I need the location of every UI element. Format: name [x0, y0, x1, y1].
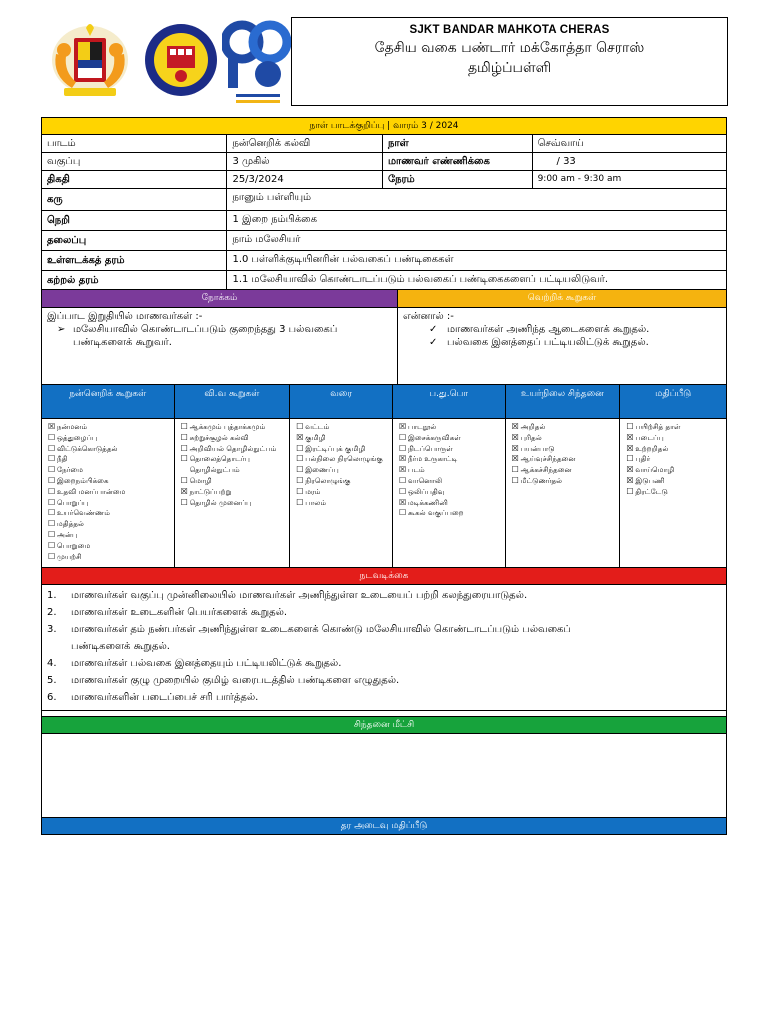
checklist-item[interactable]	[296, 454, 390, 465]
empty-box-icon[interactable]: ☐	[180, 422, 188, 431]
activity-number: 6.	[47, 692, 57, 703]
checklist-item[interactable]	[626, 454, 724, 465]
wide-row	[42, 189, 726, 211]
empty-box-icon[interactable]: ☐	[398, 508, 407, 518]
checked-box-icon[interactable]: ☒	[511, 454, 519, 464]
row-value: 1 இறை நம்பிக்கை	[232, 214, 318, 225]
empty-box-icon[interactable]: ☐	[48, 486, 56, 496]
school-crest-logo	[142, 18, 220, 102]
checklist-item[interactable]	[181, 433, 288, 444]
info-label: மாணவர் எண்ணிக்கை	[383, 153, 533, 170]
empty-box-icon[interactable]: ☐	[398, 475, 407, 485]
criteria-heading: மதிப்பீடு	[655, 389, 692, 399]
row-value: 1.1 மலேசியாவில் கொண்டாடப்படும் பல்வகைப் பண்டிகைகளைப் பட்டியலிடுவர்.	[232, 274, 609, 285]
checklist-item[interactable]	[399, 465, 503, 476]
criteria-heading: வரை	[290, 385, 393, 418]
empty-box-icon[interactable]: ☐	[296, 443, 304, 453]
success-text: பல்வகை இனத்தைப் பட்டியலிட்டுக் கூறுதல்.	[446, 337, 649, 348]
checklist-item[interactable]	[181, 422, 288, 433]
empty-box-icon[interactable]: ☐	[48, 540, 56, 550]
objective-cell	[42, 308, 398, 384]
checklist-item[interactable]	[48, 422, 172, 433]
checked-box-icon[interactable]: ☒	[511, 422, 519, 431]
row-label: கற்றல் தரம்	[42, 271, 227, 289]
checklist-item[interactable]	[399, 454, 503, 465]
checklist-item[interactable]	[399, 476, 503, 487]
checklist-item[interactable]	[399, 508, 503, 519]
checklist-item[interactable]	[48, 519, 172, 530]
success-intro: என்னால் :-	[402, 311, 454, 322]
activity-number: 4.	[47, 658, 57, 669]
checklist-item[interactable]	[181, 487, 288, 498]
checklist-label: மரம்	[305, 486, 321, 496]
criteria-heading: வி.வ கூறுகள்	[175, 385, 291, 418]
empty-box-icon[interactable]: ☐	[180, 443, 188, 453]
criteria-heading: உயர்நிலை சிந்தனை	[506, 385, 621, 418]
school-name-box	[291, 17, 728, 106]
checklist-label: நிடப்பொருள்	[407, 443, 453, 453]
empty-box-icon[interactable]: ☐	[180, 454, 188, 464]
info-row	[42, 171, 726, 189]
checklist-label: பயன்பாடு	[520, 443, 555, 453]
checklist-label: ஒத்துழைப்பு	[57, 432, 98, 442]
checklist-item[interactable]	[626, 444, 724, 455]
checklist-label: ஆக்கமும் புத்தாக்கமும்	[189, 422, 266, 431]
success-criteria-heading: வெற்றிக் கூறுகள்	[398, 290, 726, 307]
checklist-item[interactable]	[296, 422, 390, 433]
title-band: நாள் பாடக்குறிப்பு | வாரம் 3 / 2024	[42, 118, 726, 135]
activity-number: 2.	[47, 607, 57, 618]
sk25-logo	[222, 16, 292, 108]
checklist-label: பல்நிலை நிரலொழுங்கு	[305, 454, 383, 464]
info-label: திகதி	[42, 171, 227, 188]
checklist-item[interactable]	[399, 498, 503, 509]
activity-item	[47, 672, 721, 689]
checklist-label: படைப்பு	[635, 432, 664, 442]
checklist-item[interactable]	[626, 465, 724, 476]
row-value: நானும் பள்ளியும்	[232, 192, 312, 203]
empty-box-icon[interactable]: ☐	[180, 497, 188, 507]
checklist-item[interactable]	[626, 433, 724, 444]
checklist-item[interactable]	[296, 498, 390, 509]
empty-box-icon[interactable]: ☐	[48, 465, 56, 475]
checklist-item[interactable]	[48, 433, 172, 444]
checklist-item[interactable]	[181, 476, 288, 487]
activity-item	[47, 587, 721, 604]
checklist-label: மதித்தல்	[57, 519, 85, 529]
checklist-label: நீர்ம உருகாட்டி	[407, 454, 458, 464]
checklist-label: வட்டம்	[305, 422, 330, 431]
checklist-label: நேர்மை	[57, 465, 84, 475]
objective-text: மலேசியாவில் கொண்டாடப்படும் குறைந்தது 3 பல்வகைப் பண்டிகளைக் கூறுவர்.	[73, 324, 338, 348]
checklist-item[interactable]	[512, 422, 618, 433]
row-label: உள்ளடக்கத் தரம்	[42, 251, 227, 270]
activity-text: மாணவர்கள் தம் நண்பர்கள் அணிந்துள்ள உடைகளைக் கொண்டு மலேசியாவில் கொண்டாடப்படும் பல்வகைப்	[71, 624, 571, 635]
activity-number: 3.	[47, 624, 57, 635]
checklist-item[interactable]	[399, 422, 503, 433]
criteria-heading: நன்னெறிக் கூறுகள்	[42, 385, 175, 418]
empty-box-icon[interactable]: ☐	[626, 454, 634, 464]
checklist-label: புதிர்	[635, 454, 651, 464]
activity-text: பண்டிகளைக் கூறுதல்.	[71, 641, 170, 652]
objective-point	[47, 323, 392, 349]
info-label: வகுப்பு	[42, 153, 227, 170]
empty-box-icon[interactable]: ☐	[48, 508, 56, 518]
checklist-label: கூகல் வகுப்பறை	[407, 508, 464, 518]
checklist-label: நன்மனம்	[57, 422, 88, 431]
row-value: 1.0 பள்ளிக்குடியினரின் பல்வகைப் பண்டிகைகள்	[232, 254, 454, 265]
empty-box-icon[interactable]: ☐	[48, 519, 56, 529]
row-label: நெறி	[42, 211, 227, 230]
checklist-item[interactable]	[48, 444, 172, 455]
checklist-label: ஆய்வுச்சிந்தனை	[520, 454, 576, 464]
check-bullet-icon: ✓	[428, 324, 438, 335]
checked-box-icon[interactable]: ☒	[398, 465, 407, 475]
empty-box-icon[interactable]: ☐	[511, 475, 519, 485]
checklist-item[interactable]	[181, 454, 288, 476]
checklist-label: மடிக்கணினி	[407, 497, 448, 507]
activity-text: மாணவர்கள் பல்வகை இனத்தையும் பட்டியலிட்டுக் கூறுதல்.	[71, 658, 342, 669]
activity-item	[47, 638, 721, 655]
checklist-label: உற்றறிதல்	[635, 443, 669, 453]
teaching-aids-checklist	[393, 419, 506, 567]
checklist-item[interactable]	[512, 444, 618, 455]
empty-box-icon[interactable]: ☐	[296, 465, 304, 475]
checklist-label: படம்	[407, 465, 425, 475]
checklist-item[interactable]	[626, 422, 724, 433]
school-name-tamil-line2: தமிழ்ப்பள்ளி	[467, 60, 552, 76]
checklist-item[interactable]	[181, 498, 288, 509]
row-label: கரு	[42, 189, 227, 210]
activities-band: நடவடிக்கை	[42, 568, 726, 585]
checklist-item[interactable]	[512, 465, 618, 476]
empty-box-icon[interactable]: ☐	[296, 475, 304, 485]
checklist-label: இரட்டிப்புக் குமிழி	[305, 443, 366, 453]
checklist-item[interactable]	[48, 454, 172, 465]
info-value: 9:00 am - 9:30 am	[537, 174, 622, 184]
school-name-tamil: தேசிய வகை பண்டார் மக்கோத்தா செராஸ்	[374, 40, 645, 56]
checklist-label: ஆக்கச்சிந்தனை	[520, 465, 572, 475]
checklist-label: பாடநூல்	[407, 422, 437, 431]
reflection-band: சிந்தனை மீட்சி	[42, 717, 726, 734]
checked-box-icon[interactable]: ☒	[511, 443, 519, 453]
success-point	[403, 323, 721, 336]
info-value: செவ்வாய்	[537, 138, 584, 149]
values-checklist	[42, 419, 175, 567]
empty-box-icon[interactable]: ☐	[48, 529, 56, 539]
row-value: நாம் மலேசியர்	[232, 234, 301, 245]
empty-box-icon[interactable]: ☐	[398, 432, 407, 442]
checklist-item[interactable]	[181, 444, 288, 455]
checklist-item[interactable]	[399, 433, 503, 444]
empty-box-icon[interactable]: ☐	[296, 422, 304, 431]
checklist-item[interactable]	[626, 487, 724, 498]
checklist-label: உதவி மனப்பான்மை	[57, 486, 126, 496]
success-point	[403, 336, 721, 349]
empty-box-icon[interactable]: ☐	[626, 486, 634, 496]
checklist-label: அன்பு	[57, 529, 78, 539]
school-name-english: SJKT BANDAR MAHKOTA CHERAS	[409, 24, 610, 36]
info-value: 3 முகில்	[227, 153, 383, 170]
objective-intro: இப்பாட இறுதியில் மாணவர்கள் :-	[47, 311, 203, 322]
checklist-label: நிரலொழுங்கு	[305, 475, 351, 485]
checklist-label: நாட்டுப்பற்று	[189, 486, 232, 496]
info-row	[42, 135, 726, 153]
checklist-label: தொலைத்தொடர்பு தொழில்நுட்பம்	[189, 454, 250, 475]
wide-row	[42, 211, 726, 231]
checklist-label: வாய்மொழி	[635, 465, 675, 475]
checklist-label: முயற்சி	[57, 551, 82, 561]
arrow-bullet-icon: ➢	[57, 324, 66, 335]
checked-box-icon[interactable]: ☒	[296, 432, 304, 442]
checklist-item[interactable]	[296, 465, 390, 476]
objectives-body	[42, 308, 726, 385]
checklist-item[interactable]	[48, 530, 172, 541]
checklist-label: பாலம்	[305, 497, 327, 507]
info-value: / 33	[556, 156, 576, 167]
checklist-item[interactable]	[399, 444, 503, 455]
success-text: மாணவர்கள் அணிந்த ஆடைகளைக் கூறுதல்.	[446, 324, 650, 335]
checklist-label: ஒலிப்பதிவு	[407, 486, 445, 496]
checked-box-icon[interactable]: ☒	[626, 475, 634, 485]
checklist-label: இறைநம்பிக்கை	[57, 475, 109, 485]
checklist-label: உயர்வெண்ணம்	[57, 508, 110, 518]
checklist-item[interactable]	[512, 454, 618, 465]
activity-item	[47, 655, 721, 672]
activity-item	[47, 689, 721, 706]
activity-text: மாணவர்களின் படைப்பைச் சரி பார்த்தல்.	[71, 692, 259, 703]
empty-box-icon[interactable]: ☐	[48, 475, 56, 485]
checklist-label: புரிதல்	[520, 432, 542, 442]
checklist-item[interactable]	[512, 476, 618, 487]
checklist-item[interactable]	[48, 541, 172, 552]
checklist-item[interactable]	[512, 433, 618, 444]
checklist-item[interactable]	[48, 465, 172, 476]
checklist-item[interactable]	[296, 433, 390, 444]
checked-box-icon[interactable]: ☒	[511, 432, 519, 442]
hots-checklist	[506, 419, 621, 567]
empty-box-icon[interactable]: ☐	[48, 432, 56, 442]
wide-row	[42, 271, 726, 290]
checklist-label: வானொலி	[407, 475, 443, 485]
checked-box-icon[interactable]: ☒	[398, 422, 407, 431]
checklist-label: இணைப்பு	[305, 465, 339, 475]
jata-negara-logo	[44, 14, 136, 106]
checklist-label: பொறுமை	[57, 540, 91, 550]
checklist-item[interactable]	[296, 476, 390, 487]
checklist-label: அறிவியல் தொழில்நுட்பம்	[189, 443, 277, 453]
empty-box-icon[interactable]: ☐	[180, 475, 188, 485]
row-label: தலைப்பு	[42, 231, 227, 250]
activity-number: 1.	[47, 590, 57, 601]
empty-box-icon[interactable]: ☐	[180, 432, 188, 442]
empty-box-icon[interactable]: ☐	[296, 497, 304, 507]
activity-text: மாணவர்கள் குழு முறையில் குமிழ் வரைபடத்தில் பண்டிகளை எழுதுதல்.	[71, 675, 400, 686]
info-label: பாடம்	[42, 135, 227, 152]
checked-box-icon[interactable]: ☒	[626, 432, 634, 442]
check-bullet-icon: ✓	[428, 337, 438, 348]
checklist-label: பொறுப்பு	[57, 497, 89, 507]
empty-box-icon[interactable]: ☐	[48, 497, 56, 507]
empty-box-icon[interactable]: ☐	[296, 486, 304, 496]
checked-box-icon[interactable]: ☒	[48, 422, 56, 431]
reflection-area	[42, 734, 726, 818]
objectives-header	[42, 290, 726, 308]
info-value: நன்னெறிக் கல்வி	[227, 135, 383, 152]
criteria-checklists	[42, 419, 726, 568]
info-value: 25/3/2024	[227, 171, 383, 188]
info-label: நாள்	[383, 135, 533, 152]
checklist-item[interactable]	[48, 476, 172, 487]
checklist-label: அறிதல்	[520, 422, 546, 431]
wide-row	[42, 231, 726, 251]
checklist-label: தொழில் முனைப்பு	[189, 497, 252, 507]
assessment-band: தர அடைவு மதிப்பீடு	[42, 818, 726, 834]
activity-text: மாணவர்கள் வகுப்பு முன்னிலையில் மாணவர்கள் அணிந்துள்ள உடையைப் பற்றி கலந்துரையாடுதல்.	[71, 590, 528, 601]
checklist-item[interactable]	[626, 476, 724, 487]
checked-box-icon[interactable]: ☒	[398, 497, 407, 507]
assessment-checklist	[620, 419, 726, 567]
checklist-item[interactable]	[48, 498, 172, 509]
checklist-item[interactable]	[296, 487, 390, 498]
info-label: நேரம்	[383, 171, 533, 188]
cross-curricular-checklist	[175, 419, 291, 567]
checklist-item[interactable]	[48, 508, 172, 519]
wide-row	[42, 251, 726, 271]
activities-list	[42, 585, 726, 711]
empty-box-icon[interactable]: ☐	[398, 486, 407, 496]
checklist-label: இசைக்கருவிகள்	[407, 432, 461, 442]
activity-item	[47, 621, 721, 638]
activity-text: மாணவர்கள் உடைகளின் பெயர்களைக் கூறுதல்.	[71, 607, 288, 618]
empty-box-icon[interactable]: ☐	[48, 443, 56, 453]
empty-box-icon[interactable]: ☐	[511, 465, 519, 475]
empty-box-icon[interactable]: ☐	[398, 443, 407, 453]
success-criteria-cell	[398, 308, 726, 384]
checked-box-icon[interactable]: ☒	[398, 454, 407, 464]
thinking-map-checklist	[290, 419, 393, 567]
checklist-label: குமிழி	[305, 432, 326, 442]
checked-box-icon[interactable]: ☒	[626, 465, 634, 475]
checklist-label: விட்டுக்கொடுத்தல்	[57, 443, 118, 453]
checklist-label: மீட்டுணர்தல்	[520, 475, 563, 485]
activity-item	[47, 604, 721, 621]
checklist-item[interactable]	[296, 444, 390, 455]
checklist-item[interactable]	[48, 552, 172, 563]
info-row	[42, 153, 726, 171]
criteria-header	[42, 385, 726, 419]
lesson-plan-table	[41, 117, 727, 835]
checked-box-icon[interactable]: ☒	[626, 443, 634, 453]
checklist-label: இடுபணி	[635, 475, 665, 485]
empty-box-icon[interactable]: ☐	[48, 551, 56, 561]
checklist-label: திரட்டேடு	[635, 486, 668, 496]
checklist-item[interactable]	[48, 487, 172, 498]
criteria-heading: ப.து.பொ	[393, 385, 506, 418]
empty-box-icon[interactable]: ☐	[626, 422, 634, 431]
checklist-label: சுற்றுச்சூழல் கல்வி	[189, 432, 249, 442]
empty-box-icon[interactable]: ☐	[296, 454, 304, 464]
checklist-label: பயிற்சித் தாள்	[635, 422, 681, 431]
checked-box-icon[interactable]: ☒	[180, 486, 188, 496]
checklist-label: மொழி	[189, 475, 212, 485]
checklist-item[interactable]	[399, 487, 503, 498]
empty-box-icon[interactable]: ☐	[48, 454, 56, 464]
checklist-label: நீதி	[57, 454, 68, 464]
activity-number: 5.	[47, 675, 57, 686]
objective-heading: நோக்கம்	[42, 290, 398, 307]
